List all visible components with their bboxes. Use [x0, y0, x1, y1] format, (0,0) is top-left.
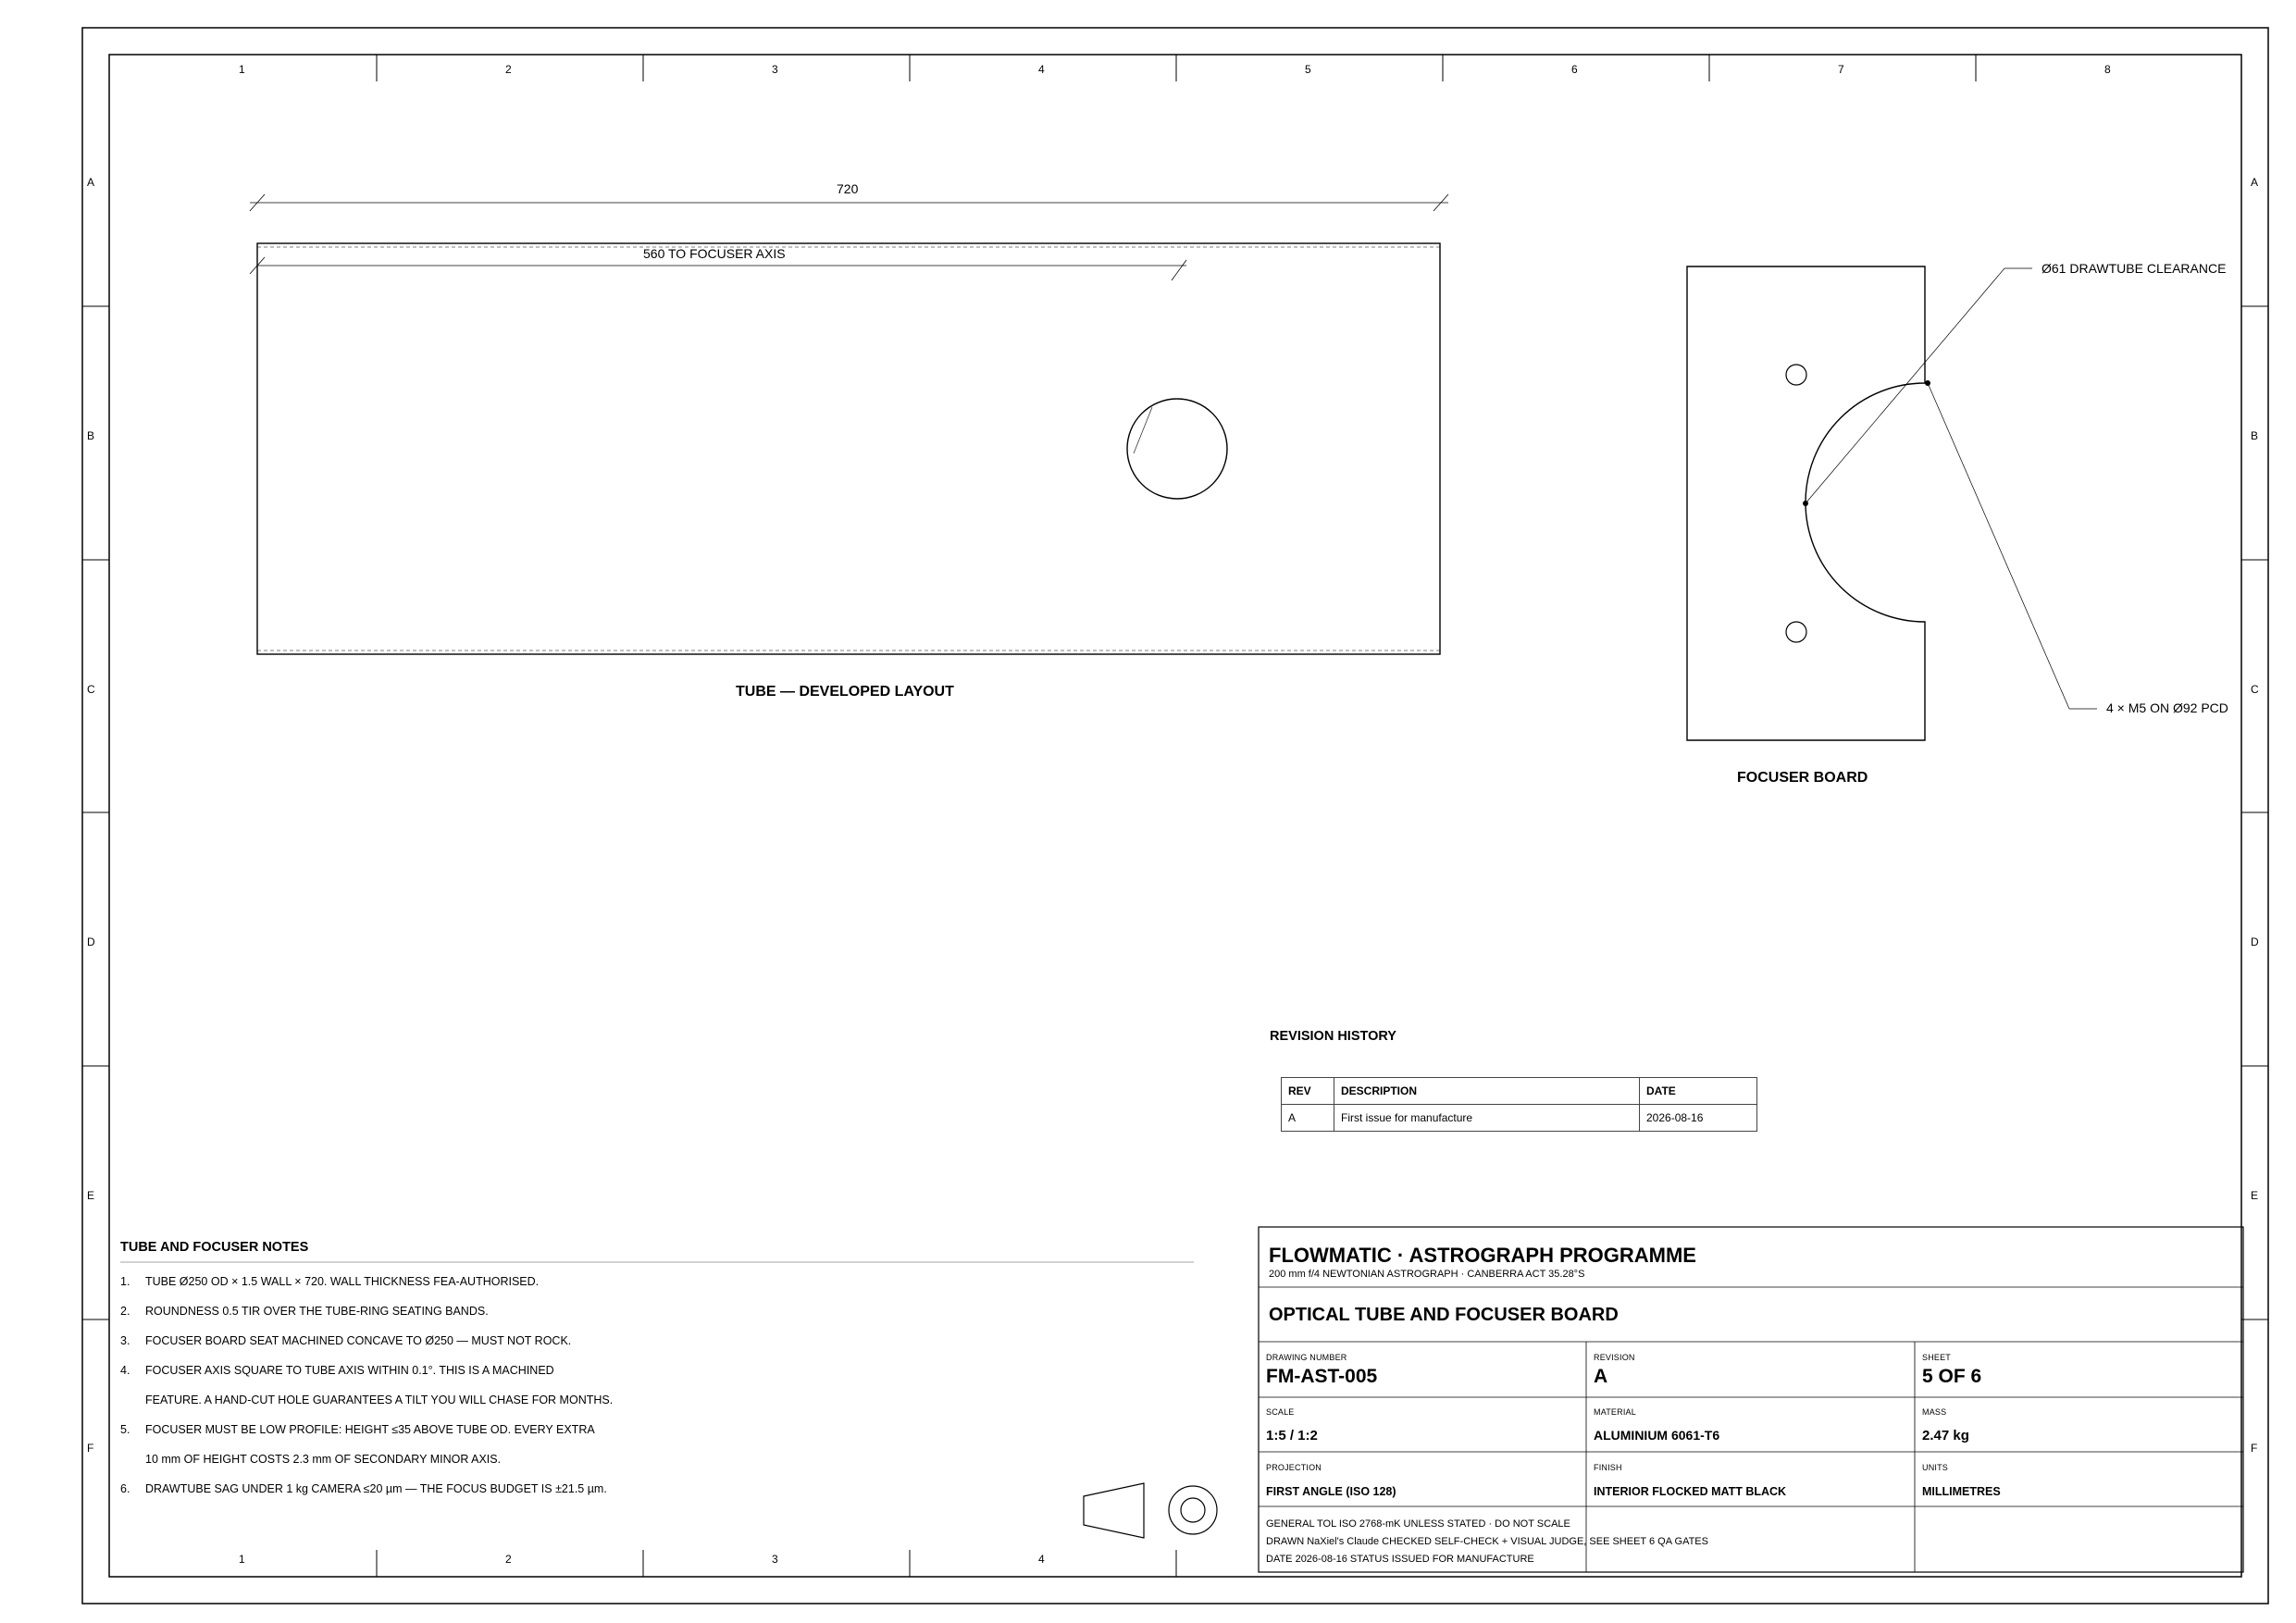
zone-col-4: 4	[1038, 63, 1045, 76]
revision-label: REVISION	[1594, 1353, 1635, 1362]
units-value: MILLIMETRES	[1922, 1485, 2001, 1498]
tube-view-caption: TUBE — DEVELOPED LAYOUT	[736, 684, 954, 700]
zone-row-c-right: C	[2251, 683, 2259, 696]
holes-callout: 4 × M5 ON Ø92 PCD	[2106, 700, 2228, 715]
sheet-label: SHEET	[1922, 1353, 1952, 1362]
note-text: DRAWTUBE SAG UNDER 1 kg CAMERA ≤20 µm — THE FOCUS BUDGET IS ±21.5 µm.	[145, 1482, 607, 1495]
date-cell: 2026-08-16	[1640, 1105, 1757, 1132]
clearance-callout: Ø61 DRAWTUBE CLEARANCE	[2042, 261, 2227, 276]
note-line: 2.	[120, 1305, 130, 1318]
zone-row-b-right: B	[2251, 429, 2259, 442]
note-line: 6.	[120, 1482, 130, 1495]
zone-bottom-col-3: 3	[772, 1553, 778, 1566]
tube-view	[250, 194, 1448, 654]
date-status: DATE 2026-08-16 STATUS ISSUED FOR MANUFACTURE	[1266, 1554, 1534, 1565]
zone-col-8: 8	[2104, 63, 2111, 76]
description-cell: First issue for manufacture	[1334, 1105, 1640, 1132]
notes-title: TUBE AND FOCUSER NOTES	[120, 1240, 309, 1255]
zone-row-f-left: F	[87, 1442, 94, 1455]
drawing-title: OPTICAL TUBE AND FOCUSER BOARD	[1269, 1305, 1619, 1325]
drawing-number-label: DRAWING NUMBER	[1266, 1353, 1347, 1362]
projection-value: FIRST ANGLE (ISO 128)	[1266, 1485, 1396, 1498]
first-angle-projection-symbol	[1084, 1483, 1217, 1538]
note-line: 4.	[120, 1364, 130, 1377]
focuser-hole	[1127, 399, 1227, 499]
dim-720-label: 720	[837, 181, 859, 196]
tube-outline	[257, 243, 1440, 654]
zone-row-d-right: D	[2251, 935, 2259, 948]
note-text: ROUNDNESS 0.5 TIR OVER THE TUBE-RING SEATING BANDS.	[145, 1305, 489, 1318]
zone-row-c-left: C	[87, 683, 95, 696]
zone-bottom-col-2: 2	[505, 1553, 512, 1566]
mass-value: 2.47 kg	[1922, 1428, 1969, 1443]
zone-col-1: 1	[239, 63, 245, 76]
zone-row-f-right: F	[2251, 1442, 2258, 1455]
note-text: FEATURE. A HAND-CUT HOLE GUARANTEES A TILT YOU WILL CHASE FOR MONTHS.	[145, 1394, 614, 1406]
sheet-value: 5 OF 6	[1922, 1366, 1982, 1387]
mass-label: MASS	[1922, 1407, 1947, 1417]
note-text: FOCUSER BOARD SEAT MACHINED CONCAVE TO Ø250 — MUST NOT ROCK.	[145, 1334, 572, 1347]
material-value: ALUMINIUM 6061-T6	[1594, 1428, 1720, 1443]
table-row	[1282, 1105, 1757, 1132]
zone-col-6: 6	[1571, 63, 1578, 76]
revision-history-title: REVISION HISTORY	[1270, 1029, 1396, 1044]
mount-hole-top	[1786, 365, 1806, 385]
focuser-view	[1687, 266, 2097, 740]
revision-value: A	[1594, 1366, 1608, 1387]
note-line: 3.	[120, 1334, 130, 1347]
note-text: FOCUSER AXIS SQUARE TO TUBE AXIS WITHIN 0.1°. THIS IS A MACHINED	[145, 1364, 554, 1377]
note-line: 1.	[120, 1275, 130, 1288]
tolerance-note: GENERAL TOL ISO 2768-mK UNLESS STATED · DO NOT SCALE	[1266, 1518, 1570, 1530]
note-text: 10 mm OF HEIGHT COSTS 2.3 mm OF SECONDARY MINOR AXIS.	[145, 1453, 502, 1466]
note-text: TUBE Ø250 OD × 1.5 WALL × 720. WALL THICKNESS FEA-AUTHORISED.	[145, 1275, 540, 1288]
material-label: MATERIAL	[1594, 1407, 1636, 1417]
scale-label: SCALE	[1266, 1407, 1295, 1417]
dim-560-label: 560 TO FOCUSER AXIS	[643, 246, 786, 261]
drawn-checked: DRAWN NaXiel's Claude CHECKED SELF-CHECK + VISUAL JUDGE, SEE SHEET 6 QA GATES	[1266, 1536, 1708, 1547]
zone-row-e-left: E	[87, 1189, 95, 1202]
project-subtitle: 200 mm f/4 NEWTONIAN ASTROGRAPH · CANBERRA ACT 35.28°S	[1269, 1269, 1585, 1280]
description-col-header: DESCRIPTION	[1334, 1078, 1640, 1105]
zone-col-7: 7	[1838, 63, 1844, 76]
mount-hole-bottom	[1786, 622, 1806, 642]
date-col-header: DATE	[1640, 1078, 1757, 1105]
zone-bottom-col-4: 4	[1038, 1553, 1045, 1566]
projection-label: PROJECTION	[1266, 1463, 1322, 1472]
zone-row-a-right: A	[2251, 176, 2259, 189]
zone-row-a-left: A	[87, 176, 95, 189]
focuser-view-caption: FOCUSER BOARD	[1737, 770, 1868, 786]
note-text: FOCUSER MUST BE LOW PROFILE: HEIGHT ≤35 ABOVE TUBE OD. EVERY EXTRA	[145, 1423, 595, 1436]
drawing-number: FM-AST-005	[1266, 1366, 1378, 1387]
inner-frame	[109, 55, 2241, 1577]
zone-col-5: 5	[1305, 63, 1311, 76]
finish-value: INTERIOR FLOCKED MATT BLACK	[1594, 1485, 1787, 1498]
note-line: 5.	[120, 1423, 130, 1436]
units-label: UNITS	[1922, 1463, 1948, 1472]
zone-bottom-col-1: 1	[239, 1553, 245, 1566]
company-title: FLOWMATIC · ASTROGRAPH PROGRAMME	[1269, 1244, 1696, 1267]
zone-col-2: 2	[505, 63, 512, 76]
scale-value: 1:5 / 1:2	[1266, 1428, 1318, 1443]
zone-row-b-left: B	[87, 429, 95, 442]
zone-ticks	[82, 55, 2268, 1577]
rev-cell: A	[1282, 1105, 1334, 1132]
rev-col-header: REV	[1282, 1078, 1334, 1105]
zone-row-e-right: E	[2251, 1189, 2259, 1202]
zone-row-d-left: D	[87, 935, 95, 948]
revision-history-table	[1281, 1077, 1757, 1132]
finish-label: FINISH	[1594, 1463, 1622, 1472]
zone-col-3: 3	[772, 63, 778, 76]
